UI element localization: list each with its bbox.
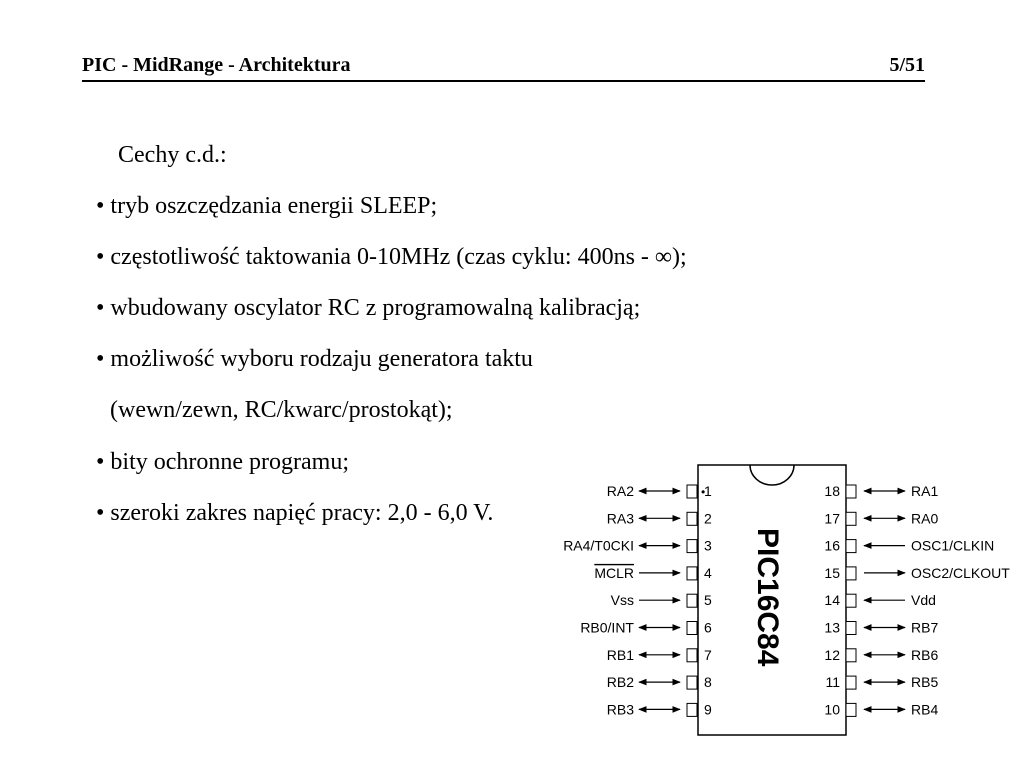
pin-pad <box>846 594 856 607</box>
pin-label: Vss <box>610 592 634 609</box>
bullet-icon: • <box>96 193 105 219</box>
pin-number: 14 <box>824 592 840 609</box>
bullet-item <box>96 244 687 271</box>
pin-number: 18 <box>824 483 840 499</box>
pin-number: 1 <box>704 483 712 499</box>
bullet-item <box>96 193 437 220</box>
pin-number: 13 <box>824 619 840 636</box>
pin-pad <box>846 485 856 498</box>
pin-label: RA4/T0CKI <box>563 537 634 554</box>
pin-number: 11 <box>825 674 840 691</box>
pin-label: Vdd <box>911 592 936 609</box>
pin-pad <box>687 485 697 498</box>
pin-pad <box>687 622 697 635</box>
pin-label: OSC2/CLKOUT <box>911 564 1010 581</box>
pin-label: RA1 <box>911 483 939 499</box>
pin-label: RB1 <box>606 646 634 663</box>
pin-pad <box>687 512 697 525</box>
pin-number: 17 <box>824 510 840 527</box>
slide-title: PIC - MidRange - Architektura <box>82 54 351 76</box>
pin-label: RB0/INT <box>580 619 634 636</box>
pin-number: 3 <box>704 537 712 554</box>
chip-notch <box>750 465 794 485</box>
pin-label: MCLR <box>594 564 634 581</box>
bullet-continuation: (wewn/zewn, RC/kwarc/prostokąt); <box>110 397 453 423</box>
bullet-item <box>96 346 533 373</box>
pin-pad <box>687 594 697 607</box>
bullet-text: wbudowany oscylator RC z programowalną kalibracją; <box>110 295 641 321</box>
bullet-text: szeroki zakres napięć pracy: 2,0 - 6,0 V. <box>110 500 494 526</box>
pin-number: 2 <box>704 510 712 527</box>
pin-label: RB4 <box>911 701 939 718</box>
bullet-icon: • <box>96 346 105 372</box>
pin-pad <box>846 676 856 689</box>
bullet-icon: • <box>96 500 105 526</box>
pin-number: 5 <box>704 592 712 609</box>
page-number: 5/51 <box>889 54 925 76</box>
bullet-text: częstotliwość taktowania 0-10MHz (czas cyklu: 400ns - ∞); <box>110 244 687 270</box>
chip-name: PIC16C84 <box>751 528 784 667</box>
pin-label: RB6 <box>911 646 939 663</box>
pin-pad <box>846 649 856 662</box>
pin-label: RB2 <box>606 674 634 691</box>
pin-number: 4 <box>704 564 712 581</box>
pin-label: RB5 <box>911 674 939 691</box>
bullet-text: możliwość wyboru rodzaju generatora taktu <box>110 346 533 372</box>
pin-label: OSC1/CLKIN <box>911 537 995 554</box>
bullet-item <box>96 449 349 476</box>
pin-pad <box>846 567 856 580</box>
bullet-text: tryb oszczędzania energii SLEEP; <box>110 193 438 219</box>
pin-pad <box>846 622 856 635</box>
bullet-item <box>96 500 493 527</box>
pic16c84-pinout-diagram <box>550 462 1024 742</box>
pin-label: RB3 <box>606 701 634 718</box>
pin-pad <box>687 540 697 553</box>
pin-number: 8 <box>704 674 712 691</box>
pin-label: RB7 <box>911 619 939 636</box>
bullet-item <box>96 295 640 322</box>
bullet-icon: • <box>96 244 105 270</box>
pin-label: RA0 <box>911 510 939 527</box>
pin-pad <box>687 649 697 662</box>
pin-pad <box>687 567 697 580</box>
pin-number: 10 <box>824 701 840 718</box>
pin-pad <box>687 703 697 716</box>
pin1-marker-icon: • <box>701 485 706 499</box>
pin-label: RA3 <box>606 510 634 527</box>
pin-pad <box>846 512 856 525</box>
pin-pad <box>846 703 856 716</box>
pin-number: 16 <box>824 537 840 554</box>
pin-label: RA2 <box>606 483 634 499</box>
pin-number: 15 <box>824 564 840 581</box>
pin-pad <box>846 540 856 553</box>
pin-number: 7 <box>704 646 712 663</box>
pin-number: 9 <box>704 701 712 718</box>
bullet-icon: • <box>96 295 105 321</box>
pin-number: 6 <box>704 619 712 636</box>
pin-number: 12 <box>824 646 840 663</box>
features-heading: Cechy c.d.: <box>118 142 227 168</box>
bullet-text: bity ochronne programu; <box>110 449 350 475</box>
pin-pad <box>687 676 697 689</box>
slide-header <box>82 54 925 82</box>
bullet-icon: • <box>96 449 105 475</box>
